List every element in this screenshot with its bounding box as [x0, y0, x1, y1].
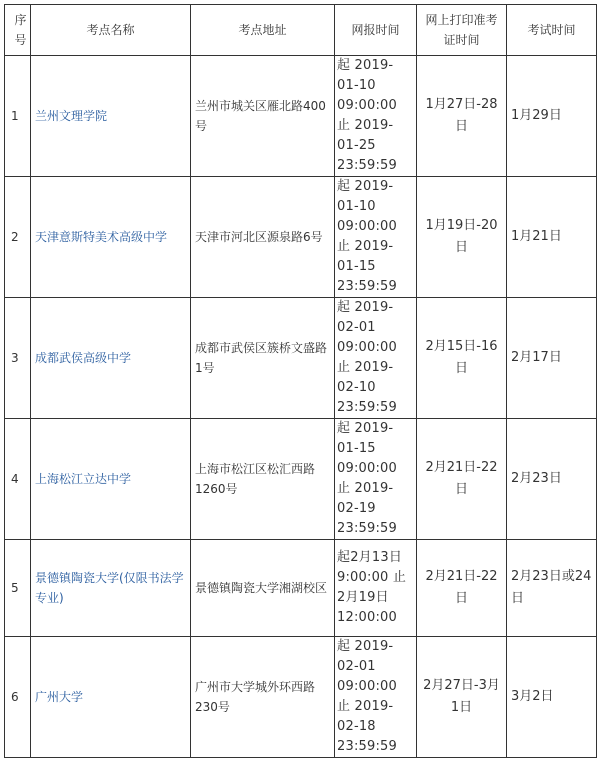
row-num: 4: [5, 419, 31, 540]
site-address: 景德镇陶瓷大学湘湖校区: [191, 540, 335, 637]
exam-sites-table: [4, 4, 597, 758]
header-name: 考点名称: [31, 5, 191, 56]
print-time: 2月27日-3月1日: [417, 637, 507, 758]
exam-time: 2月23日: [507, 419, 597, 540]
header-exam: 考试时间: [507, 5, 597, 56]
site-name-link[interactable]: 兰州文理学院: [31, 56, 191, 177]
exam-time: 2月23日或24日: [507, 540, 597, 637]
row-num: 3: [5, 298, 31, 419]
print-time: 1月27日-28日: [417, 56, 507, 177]
exam-time: 2月17日: [507, 298, 597, 419]
row-num: 2: [5, 177, 31, 298]
header-registration: 网报时间: [335, 5, 417, 56]
row-num: 5: [5, 540, 31, 637]
print-time: 2月21日-22日: [417, 540, 507, 637]
registration-time: 起 2019-01-10 09:00:00 止 2019-01-15 23:59:59: [335, 177, 417, 298]
site-address: 上海市松江区松汇西路1260号: [191, 419, 335, 540]
registration-time: 起2月13日 9:00:00 止2月19日 12:00:00: [335, 540, 417, 637]
site-name-link[interactable]: 上海松江立达中学: [31, 419, 191, 540]
registration-time: 起 2019-01-15 09:00:00 止 2019-02-19 23:59:59: [335, 419, 417, 540]
table-row: [5, 637, 597, 758]
table-header-row: [5, 5, 597, 56]
site-name-link[interactable]: 景德镇陶瓷大学(仅限书法学专业): [31, 540, 191, 637]
site-name-link[interactable]: 天津意斯特美术高级中学: [31, 177, 191, 298]
table-row: [5, 540, 597, 637]
print-time: 1月19日-20日: [417, 177, 507, 298]
table-row: [5, 56, 597, 177]
registration-time: 起 2019-02-01 09:00:00 止 2019-02-10 23:59:59: [335, 298, 417, 419]
print-time: 2月21日-22日: [417, 419, 507, 540]
table-row: [5, 177, 597, 298]
registration-time: 起 2019-01-10 09:00:00 止 2019-01-25 23:59:59: [335, 56, 417, 177]
site-name-link[interactable]: 成都武侯高级中学: [31, 298, 191, 419]
site-address: 成都市武侯区簇桥文盛路1号: [191, 298, 335, 419]
exam-time: 3月2日: [507, 637, 597, 758]
table-row: [5, 298, 597, 419]
row-num: 1: [5, 56, 31, 177]
registration-time: 起 2019-02-01 09:00:00 止 2019-02-18 23:59:59: [335, 637, 417, 758]
print-time: 2月15日-16日: [417, 298, 507, 419]
site-name-link[interactable]: 广州大学: [31, 637, 191, 758]
site-address: 广州市大学城外环西路230号: [191, 637, 335, 758]
site-address: 天津市河北区源泉路6号: [191, 177, 335, 298]
site-address: 兰州市城关区雁北路400号: [191, 56, 335, 177]
exam-time: 1月21日: [507, 177, 597, 298]
header-address: 考点地址: [191, 5, 335, 56]
header-num: 序号: [5, 5, 31, 56]
table-row: [5, 419, 597, 540]
header-print: 网上打印准考证时间: [417, 5, 507, 56]
exam-time: 1月29日: [507, 56, 597, 177]
row-num: 6: [5, 637, 31, 758]
